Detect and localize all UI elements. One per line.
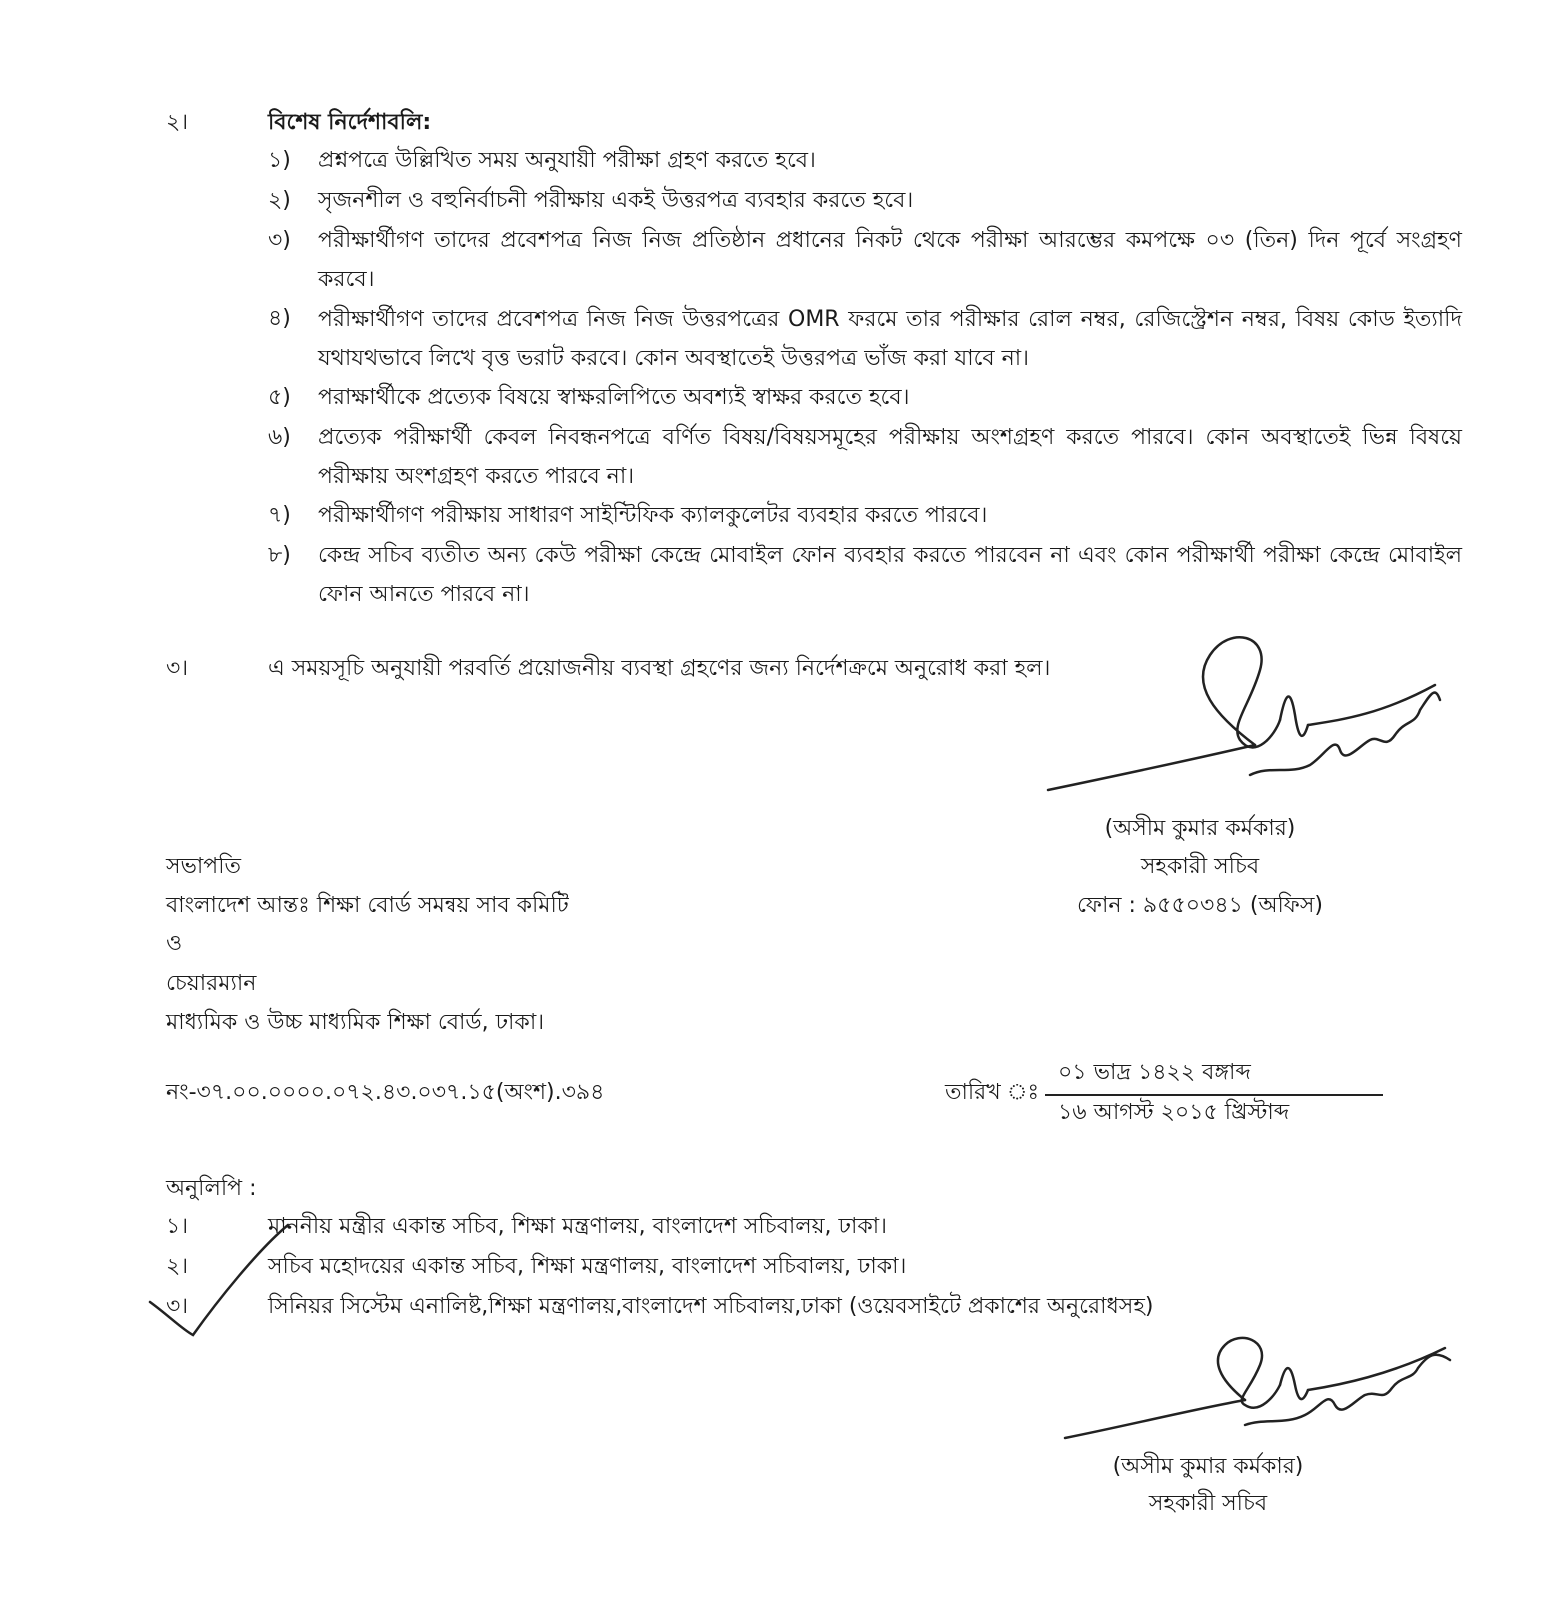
instruction-item: প্রত্যেক পরীক্ষার্থী কেবল নিবন্ধনপত্রে বর্ণিত বিষয়/বিষয়সমূহের পরীক্ষায় অংশগ্রহণ করতে পারবে। কোন অবস্থাতেই ভিন্ন বিষয়ে পরীক্ষায় অংশগ্রহণ করতে পারবে না। [318,425,1462,489]
date-bangla: ০১ ভাদ্র ১৪২২ বঙ্গাব্দ [1058,1060,1251,1085]
signatory-2-designation: সহকারী সচিব [1148,1491,1268,1516]
date-divider [1045,1094,1383,1096]
section-3-number: ৩। [166,656,189,681]
instruction-item: প্রশ্নপত্রে উল্লিখিত সময় অনুযায়ী পরীক্ষা গ্রহণ করতে হবে। [318,148,816,173]
memo-number: নং-৩৭.০০.০০০০.০৭২.৪৩.০৩৭.১৫(অংশ).৩৯৪ [166,1080,605,1105]
instruction-item: পরীক্ষার্থীগণ তাদের প্রবেশপত্র নিজ নিজ প্রতিষ্ঠান প্রধানের নিকট থেকে পরীক্ষা আরম্ভের কমপক্ষে ০৩ (তিন) দিন পূর্বে সংগ্রহণ করবে। [318,228,1462,292]
copy-item: মাননীয় মন্ত্রীর একান্ত সচিব, শিক্ষা মন্ত্রণালয়, বাংলাদেশ সচিবালয়, ঢাকা। [268,1214,887,1239]
recipient-line: ও [166,931,183,956]
copy-number: ২। [166,1254,189,1279]
copy-item: সিনিয়র সিস্টেম এনালিষ্ট,শিক্ষা মন্ত্রণালয়,বাংলাদেশ সচিবালয়,ঢাকা (ওয়েবসাইটে প্রকাশের অনুরোধসহ) [268,1294,1154,1319]
instruction-item: সৃজনশীল ও বহুনির্বাচনী পরীক্ষায় একই উত্তরপত্র ব্যবহার করতে হবে। [318,188,914,213]
signature-1 [1040,625,1460,810]
item-number: ৮) [268,543,291,568]
date-label: তারিখ ঃ [945,1080,1040,1105]
recipient-line: চেয়ারম্যান [166,971,257,996]
recipient-line: বাংলাদেশ আন্তঃ শিক্ষা বোর্ড সমন্বয় সাব কমিটি [166,893,569,918]
signatory-phone: ফোন : ৯৫৫০৩৪১ (অফিস) [1076,893,1324,918]
recipient-line: মাধ্যমিক ও উচ্চ মাধ্যমিক শিক্ষা বোর্ড, ঢাকা। [166,1010,545,1035]
copy-number: ১। [166,1214,189,1239]
copy-item: সচিব মহোদয়ের একান্ত সচিব, শিক্ষা মন্ত্রণালয়, বাংলাদেশ সচিবালয়, ঢাকা। [268,1254,907,1279]
signatory-name: (অসীম কুমার কর্মকার) [1104,816,1296,841]
recipient-line: সভাপতি [166,854,242,879]
section-3-text: এ সময়সূচি অনুযায়ী পরবর্তি প্রয়োজনীয় ব্যবস্থা গ্রহণের জন্য নির্দেশক্রমে অনুরোধ করা হল। [268,656,1051,681]
signatory-2-name: (অসীম কুমার কর্মকার) [1112,1454,1304,1479]
item-number: ৫) [268,385,291,410]
signature-2 [1060,1330,1460,1445]
item-number: ১) [268,148,291,173]
item-number: ৬) [268,425,291,450]
instruction-item: কেন্দ্র সচিব ব্যতীত অন্য কেউ পরীক্ষা কেন্দ্রে মোবাইল ফোন ব্যবহার করতে পারবেন না এবং কোন পরীক্ষার্থী পরীক্ষা কেন্দ্রে মোবাইল ফোন আনতে পারবে না। [318,543,1462,607]
item-number: ৩) [268,228,291,253]
copies-label: অনুলিপি : [166,1176,257,1201]
signatory-designation: সহকারী সচিব [1140,854,1260,879]
item-number: ২) [268,188,291,213]
item-number: ৪) [268,306,291,331]
section-2-heading: বিশেষ নির্দেশাবলি: [268,110,432,135]
instruction-item: পরাক্ষার্থীকে প্রত্যেক বিষয়ে স্বাক্ষরলিপিতে অবশ্যই স্বাক্ষর করতে হবে। [318,385,910,410]
date-english: ১৬ আগস্ট ২০১৫ খ্রিস্টাব্দ [1058,1100,1290,1125]
instruction-item: পরীক্ষার্থীগণ তাদের প্রবেশপত্র নিজ নিজ উত্তরপত্রের OMR ফরমে তার পরীক্ষার রোল নম্বর, রেজিস্ট্রেশন নম্বর, বিষয় কোড ইত্যাদি যথাযথভাবে লিখে বৃত্ত ভরাট করবে। কোন অবস্থাতেই উত্তরপত্র ভাঁজ করা যাবে না। [318,307,1462,371]
item-number: ৭) [268,503,291,528]
instruction-item: পরীক্ষার্থীগণ পরীক্ষায় সাধারণ সাইন্টিফিক ক্যালকুলেটর ব্যবহার করতে পারবে। [318,503,988,528]
check-mark [148,1220,298,1340]
copy-number: ৩। [166,1294,189,1319]
section-2-number: ২। [166,110,189,135]
